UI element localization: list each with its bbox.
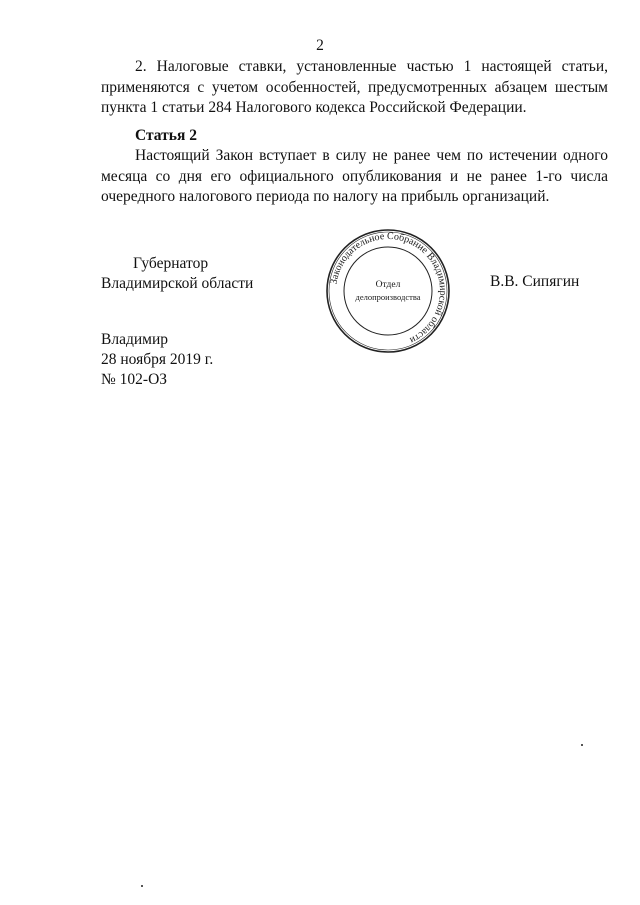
footer-law-number: № 102-ОЗ — [101, 371, 168, 388]
paragraph-tax-rates: 2. Налоговые ставки, установленные частью 1 настоящей статьи, применяются с учетом особенностей, предусмотренных абзацем шестым пункта 1 статьи 284 Налогового кодекса Российской Федерации. — [101, 58, 608, 116]
scan-speck — [141, 885, 143, 887]
stamp-ring-text: Законодательное Собрание Владимирской области — [328, 230, 449, 346]
official-stamp — [324, 227, 452, 355]
footer-date: 28 ноября 2019 г. — [101, 351, 214, 368]
footer-city: Владимир — [101, 331, 168, 348]
document-footer — [101, 330, 213, 390]
stamp-center-line1: Отдел — [375, 280, 401, 290]
paragraph-entry-into-force: Настоящий Закон вступает в силу не ранее чем по истечении одного месяца со дня его официального опубликования и не ранее 1-го числа очередного налогового периода по налогу на прибыль организаций. — [101, 147, 608, 205]
signatory-title-line2: Владимирской области — [101, 275, 254, 292]
stamp-center-line2: делопроизводства — [355, 292, 421, 302]
article-heading: Статья 2 — [135, 127, 197, 144]
scan-speck — [581, 744, 583, 746]
page-number: 2 — [316, 37, 324, 54]
signatory-name: В.В. Сипягин — [490, 273, 580, 290]
signatory-title — [101, 254, 253, 294]
signatory-title-line1: Губернатор — [133, 255, 209, 272]
